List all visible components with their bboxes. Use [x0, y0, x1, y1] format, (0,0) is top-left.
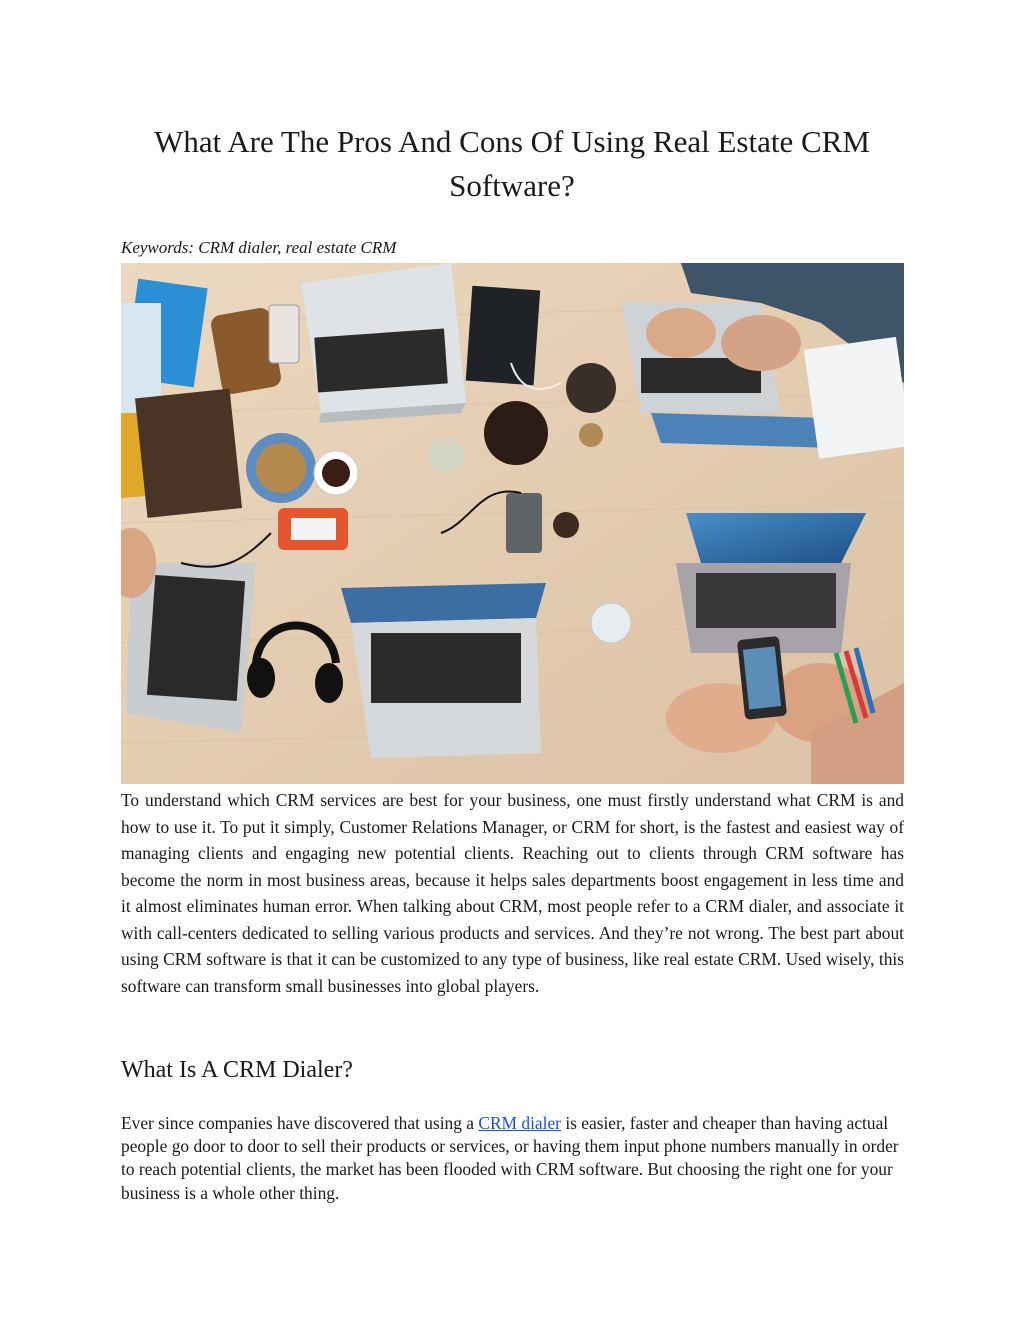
section-text-after: is easier, faster and cheaper than having actual people go door to door to sell their products or services, or having them input phone numbers manually in order to reach potential clients, the market has been flooded with CRM software. But choosing the right one for your business is a whole other thing.	[121, 1113, 899, 1203]
workspace-photo	[121, 263, 904, 784]
section-paragraph	[121, 1112, 911, 1205]
intro-paragraph: To understand which CRM services are best for your business, one must firstly understand what CRM is and how to use it. To put it simply, Customer Relations Manager, or CRM for short, is the fastest and easiest way of managing clients and engaging new potential clients. Reaching out to clients through CRM software has become the norm in most business areas, because it helps sales departments boost engagement in less time and it almost eliminates human error. When talking about CRM, most people refer to a CRM dialer, and associate it with call-centers dedicated to selling various products and services. And they’re not wrong. The best part about using CRM software is that it can be customized to any type of business, like real estate CRM. Used wisely, this software can transform small businesses into global players.	[121, 790, 904, 996]
keywords-line: Keywords: CRM dialer, real estate CRM	[121, 238, 397, 257]
crm-dialer-link[interactable]: CRM dialer	[478, 1113, 561, 1133]
article-title: What Are The Pros And Cons Of Using Real Estate CRM Software?	[154, 124, 870, 203]
section-text-before: Ever since companies have discovered that using a	[121, 1113, 479, 1133]
section-heading: What Is A CRM Dialer?	[121, 1057, 353, 1083]
